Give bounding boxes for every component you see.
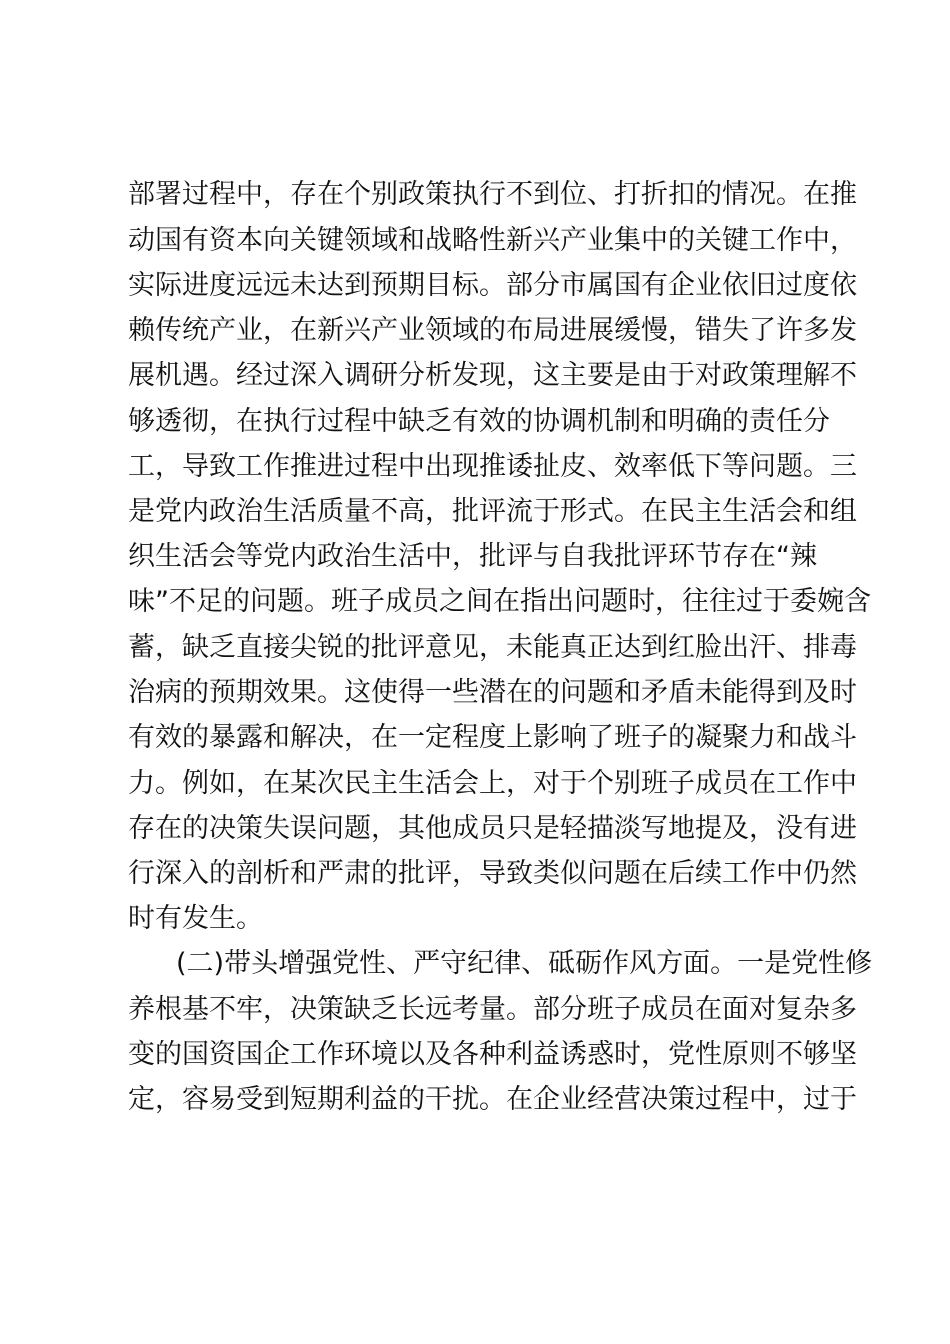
text-line: 治病的预期效果。这使得一些潜在的问题和矛盾未能得到及时 [128, 677, 857, 708]
text-line: 养根基不牢，决策缺乏长远考量。部分班子成员在面对复杂多 [128, 994, 857, 1025]
text-line: 实际进度远远未达到预期目标。部分市属国有企业依旧过度依 [128, 270, 857, 301]
section-heading-line: (二)带头增强党性、严守纪律、砥砺作风方面。一是党性修 [176, 948, 873, 979]
text-line: 织生活会等党内政治生活中，批评与自我批评环节存在“辣 [128, 541, 817, 572]
text-line: 变的国资国企工作环境以及各种利益诱惑时，党性原则不够坚 [128, 1039, 857, 1070]
text-line: 动国有资本向关键领域和战略性新兴产业集中的关键工作中， [128, 225, 857, 256]
text-line: 行深入的剖析和严肃的批评，导致类似问题在后续工作中仍然 [128, 858, 857, 889]
text-line: 工，导致工作推进过程中出现推诿扯皮、效率低下等问题。三 [128, 451, 857, 482]
text-line: 定，容易受到短期利益的干扰。在企业经营决策过程中，过于 [128, 1084, 857, 1115]
text-line: 时有发生。 [128, 903, 263, 934]
text-line: 蓄，缺乏直接尖锐的批评意见，未能真正达到红脸出汗、排毒 [128, 632, 857, 663]
text-line: 赖传统产业，在新兴产业领域的布局进展缓慢，错失了许多发 [128, 315, 857, 346]
text-line: 存在的决策失误问题，其他成员只是轻描淡写地提及，没有进 [128, 813, 857, 844]
text-line: 够透彻，在执行过程中缺乏有效的协调机制和明确的责任分 [128, 406, 830, 437]
text-line: 部署过程中，存在个别政策执行不到位、打折扣的情况。在推 [128, 179, 857, 210]
text-line: 展机遇。经过深入调研分析发现，这主要是由于对政策理解不 [128, 360, 857, 391]
text-line: 力。例如，在某次民主生活会上，对于个别班子成员在工作中 [128, 768, 857, 799]
text-line: 味”不足的问题。班子成员之间在指出问题时，往往过于委婉含 [128, 586, 871, 617]
text-line: 是党内政治生活质量不高，批评流于形式。在民主生活会和组 [128, 496, 857, 527]
text-line: 有效的暴露和解决，在一定程度上影响了班子的凝聚力和战斗 [128, 722, 857, 753]
